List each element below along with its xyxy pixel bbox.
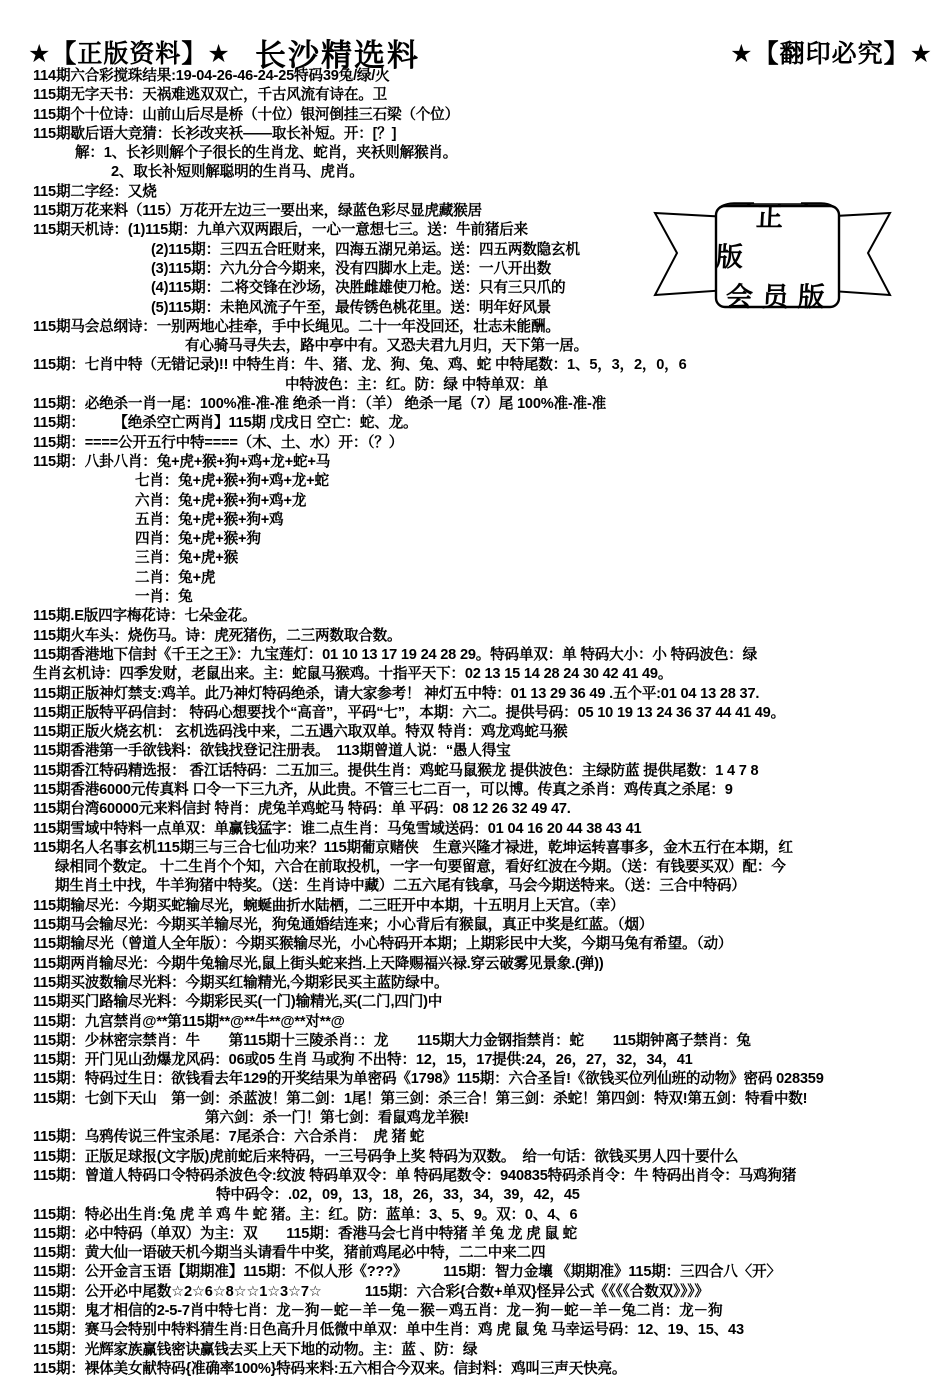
- text-line: 115期香港第一手欲钱料：欲钱找登记注册表。 113期曾道人说：“愚人得宝: [33, 743, 511, 760]
- text-line: 115期：乌鸦传说三件宝杀尾：7尾杀合：六合杀肖： 虎 猪 蛇: [33, 1129, 425, 1146]
- ribbon-label-line2: 会员版: [725, 281, 835, 312]
- text-line: 115期香港地下信封《千王之王》：九宝莲灯：01 10 13 17 19 24 28 29。特码单双：单 特码大小：小 特码波色：绿: [33, 646, 757, 663]
- text-line: 115期火车头：烧伤马。诗：虎死猪伤，二三两数取合数。: [33, 627, 402, 644]
- text-line: 115期歇后语大竞猜：长衫改夹袄——取长补短。开：[？]: [33, 125, 397, 142]
- text-line: 有心骑马寻失去，路中亭中有。又恐夫君九月归，天下第一居。: [185, 338, 589, 355]
- header-right-badge: ★【翻印必究】★: [730, 40, 933, 68]
- text-line: 一肖：兔: [135, 589, 193, 606]
- text-line: 中特波色：主：红。防：绿 中特单双：单: [285, 376, 548, 393]
- text-line: 115期香港6000元传真料 口令一下三九齐，从此贵。不管三七二百一，可以博。传真之杀肖：鸡传真之杀尾：9: [33, 781, 733, 798]
- text-line: 115期正版特平码信封： 特码心想要找个“高音”，平码“七”，本期：六二。提供号码：05 10 19 13 24 36 37 44 41 49。: [33, 704, 785, 721]
- text-line: 三肖：兔+虎+猴: [135, 550, 239, 567]
- header-left-badge: ★【正版资料】★: [28, 40, 231, 68]
- text-line: 115期：光辉家族赢钱密诀赢钱去买上天下地的动物。主：蓝 、防：绿: [33, 1341, 478, 1358]
- text-line: 115期正版火烧玄机： 玄机选码浅中来，二五遇六取双单。特双 特肖：鸡龙鸡蛇马猴: [33, 724, 568, 741]
- text-line: 115期：必中特码（单双）为主：双 115期：香港马会七肖中特猪 羊 兔 龙 虎 鼠 蛇: [33, 1225, 578, 1242]
- text-line: (2)115期：三四五合旺财来，四海五湖兄弟运。送：四五两数隐玄机: [151, 241, 580, 258]
- ribbon-label-line1: 正版: [715, 201, 822, 272]
- text-line: 解：1、长衫则解个子很长的生肖龙、蛇肖，夹袄则解猴肖。: [75, 145, 458, 162]
- text-line: 115期：七肖中特（无错记录)!! 中特生肖：牛、猪、龙、狗、兔、鸡、蛇 中特尾数：1、5，3，2，0，6: [33, 357, 687, 374]
- text-line: 2、取长补短则解聪明的生肖马、虎肖。: [111, 164, 364, 181]
- text-line: 115期：鬼才相信的2-5-7肖中特七肖：龙－狗－蛇－羊－兔－猴－鸡五肖：龙－狗－蛇－羊－兔二肖：龙－狗: [33, 1303, 723, 1319]
- text-line: 115期马会总纲诗：一别两地心挂牵，手中长绳见。二十一年没回还，壮志未能酬。: [33, 318, 560, 335]
- text-line: 绿相同个数定。 十二生肖个个知，六合在前取投机，一字一句要留意，看好红波在今期。（送：有钱要买双）配：今: [55, 859, 786, 876]
- text-line: 115期：曾道人特码口令特码杀波色令:纹波 特码单双令：单 特码尾数令：940835特码杀肖令：牛 特码出肖令：马鸡狗猪: [33, 1167, 797, 1184]
- text-line: 期生肖土中找，牛羊狗猪中特奖。（送：生肖诗中藏）二五六尾有钱拿，马会今期送特来。（送：三合中特码）: [55, 878, 746, 895]
- text-line: 115期买门路输尽光料：今期彩民买(一门)输精光,买(二门,四门)中: [33, 994, 443, 1011]
- text-line: (4)115期：二将交锋在沙场，决胜雌雄使刀枪。送：只有三只爪的: [151, 280, 566, 297]
- text-line: (3)115期：六九分合今期来，没有四脚水上走。送：一八开出数: [151, 260, 552, 277]
- text-line: 115期：黄大仙一语破天机今期当头请看牛中奖，猪前鸡尾必中特，二二中来二四: [33, 1245, 546, 1262]
- text-line: 115期：赛马会特别中特料猜生肖:日色高升月低微中单双：单中生肖：鸡 虎 鼠 兔 马幸运号码：12、19、15、43: [33, 1322, 744, 1339]
- text-line: 115期：八卦八肖：兔+虎+猴+狗+鸡+龙+蛇+马: [33, 453, 331, 470]
- text-line: 115期二字经：又烧: [33, 183, 157, 200]
- text-line: 五肖：兔+虎+猴+狗+鸡: [135, 511, 284, 528]
- text-line: 115期：少林密宗禁肖：牛 第115期十三陵杀肖：：龙 115期大力金钢指禁肖：蛇 115期钟离子禁肖：兔: [33, 1032, 751, 1049]
- text-line: 115期：====公开五行中特====（木、土、水）开：（？）: [33, 434, 404, 451]
- text-line: 115期：七剑下天山 第一剑：杀蓝波！第二剑：1尾！第三剑：杀三合！第三剑：杀蛇！第四剑：特双!第五剑：特看中数!: [33, 1090, 808, 1107]
- text-line: 115期： 【绝杀空亡两肖】115期 戊戌日 空亡：蛇、龙。: [33, 415, 418, 432]
- text-line: 115期：开门见山劲爆龙风码：06或05 生肖 马或狗 不出特：12，15，17提供:24，26，27，32，34，41: [33, 1052, 693, 1069]
- text-line: 115期：九宫禁肖@**第115期**@**牛**@**对**@: [33, 1013, 345, 1030]
- text-line: 115期无字天书：天祸难逃双双亡，千古风流有诗在。卫: [33, 87, 388, 104]
- page-title: 长沙精选料: [255, 38, 420, 73]
- text-line: 六肖：兔+虎+猴+狗+鸡+龙: [135, 492, 307, 509]
- ribbon-label: [713, 201, 841, 312]
- text-line: 特中码令：.02，09，13，18，26，33，34，39，42，45: [216, 1187, 580, 1204]
- text-line: 115期雪域中特料一点单双：单赢钱猛字：谁二点生肖：马兔雪域送码：01 04 16 20 44 38 43 41: [33, 820, 642, 837]
- text-line: 115期天机诗：(1)115期：九单六双两跟后，一心一意想七三。送：牛前猪后来: [33, 222, 528, 239]
- text-line: 115期名人名事玄机115期三与三合七仙功来？115期葡京赌侠 生意兴隆才禄进，乾坤运转喜事多，金木五行在本期，红: [33, 839, 793, 856]
- text-line: 115期输尽光（曾道人全年版）：今期买猴输尽光，小心特码开本期；上期彩民中大奖，今期马兔有希望。（动）: [33, 936, 733, 953]
- text-line: 115期输尽光：今期买蛇输尽光，蜿蜒曲折水陆栖，二三旺开中本期，十五明月上天宫。（幸）: [33, 897, 625, 914]
- member-edition-ribbon: [650, 198, 895, 316]
- text-line: 115期台湾60000元来料信封 特肖：虎兔羊鸡蛇马 特码：单 平码：08 12 26 32 49 47.: [33, 801, 571, 818]
- text-line: 115期：特码过生日：欲钱看去年129的开奖结果为单密码《1798》115期：六合圣旨!《欲钱买位列仙班的动物》密码 028359: [33, 1071, 824, 1088]
- text-line: 第六剑：杀一门！第七剑：看鼠鸡龙羊猴!: [205, 1110, 469, 1127]
- text-line: 115期.E版四字梅花诗：七朵金花。: [33, 608, 257, 625]
- text-line: 115期香江特码精选报： 香江话特码：二五加三。提供生肖：鸡蛇马鼠猴龙 提供波色：主绿防蓝 提供尾数：1 4 7 8: [33, 762, 759, 779]
- text-line: 二肖：兔+虎: [135, 569, 216, 586]
- text-line: 115期正版神灯禁支:鸡羊。此乃神灯特码绝杀，请大家参考！ 神灯五中特：01 13 29 36 49 .五个平:01 04 13 28 37.: [33, 685, 760, 702]
- text-line: 115期：特必出生肖:兔 虎 羊 鸡 牛 蛇 猪。主：红。防：蓝单：3、5、9。双：0、4、6: [33, 1206, 578, 1223]
- text-line: 115期：公开必中尾数☆2☆6☆8☆☆1☆3☆7☆ 115期：六合彩{合数+单双}怪异公式《《《《合数双》》》》: [33, 1283, 709, 1300]
- text-line: 115期：裸体美女献特码{准确率100%}特码来料:五六相合今双来。信封料：鸡叫三声天快亮。: [33, 1360, 627, 1377]
- text-line: (5)115期：未艳风流子午至，最传锈色桃花里。送：明年好风景: [151, 299, 552, 316]
- text-line: 115期两肖输尽光：今期牛兔输尽光,鼠上街头蛇来挡.上天降赐福兴禄.穿云破雾见景象.(弹)): [33, 955, 604, 972]
- text-line: 115期买波数输尽光料：今期买红输精光,今期彩民买主蓝防绿中。: [33, 974, 449, 991]
- text-line: 115期：正版足球报(文字版)虎前蛇后来特码，一三号码争上奖 特码为双数。 给一句话：欲钱买男人四十要什么: [33, 1148, 739, 1165]
- text-line: 115期马会输尽光：今期买羊输尽光，狗兔通婚结连来；小心背后有猴鼠，真正中奖是红蓝。（烟）: [33, 917, 654, 934]
- text-line: 115期万花来料（115）万花开左边三一要出来，绿蓝色彩尽显虎藏猴居: [33, 203, 482, 220]
- text-line: 生肖玄机诗：四季发财，老鼠出来。主：蛇鼠马猴鸡。十指平天下：02 13 15 14 28 24 30 42 41 49。: [33, 666, 673, 683]
- text-line: 115期个十位诗：山前山后尽是桥（十位）银河倒挂三石梁（个位）: [33, 106, 459, 123]
- text-line: 七肖：兔+虎+猴+狗+鸡+龙+蛇: [135, 473, 329, 490]
- text-line: 115期：必绝杀一肖一尾：100%准-准-准 绝杀一肖：（羊） 绝杀一尾（7）尾 100%准-准-准: [33, 396, 607, 413]
- text-line: 114期六合彩搅珠结果:19-04-26-46-24-25特码39兔/绿/火: [33, 68, 390, 84]
- text-line: 115期：公开金言玉语【期期准】115期：不似人形《???》 115期：智力金壤 《期期准》115期：三四合八〈开〉: [33, 1264, 781, 1281]
- text-line: 四肖：兔+虎+猴+狗: [135, 531, 261, 548]
